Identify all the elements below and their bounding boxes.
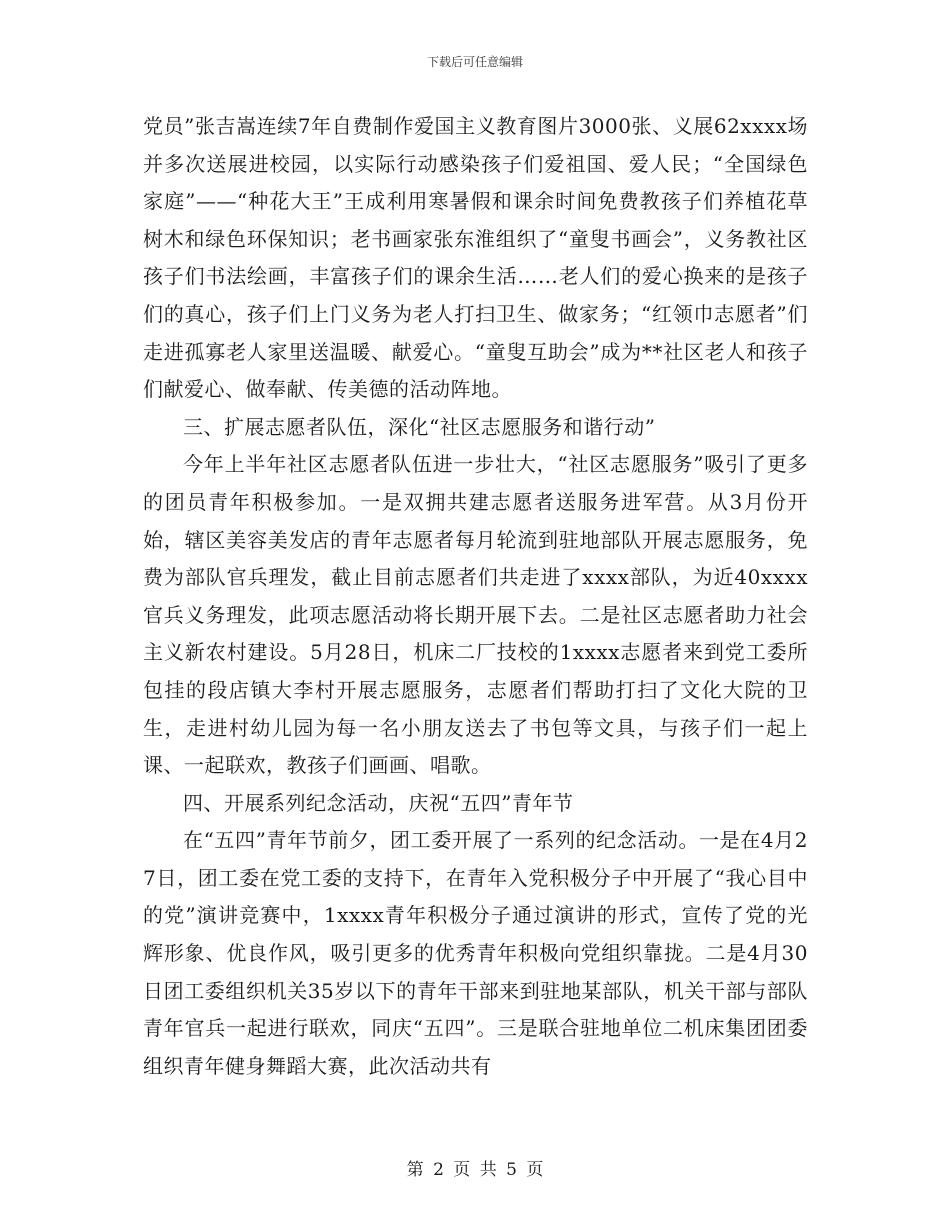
paragraph-1: 党员”张吉嵩连续7年自费制作爱国主义教育图片3000张、义展62xxxx场并多次送展进校园，以实际行动感染孩子们爱祖国、爱人民；“全国绿色家庭”——“种花大王”王成利用寒暑假和课余时间免费教孩子们养植花草树木和绿色环保知识；老书画家张东淮组织了“童叟书画会”，义务教社区孩子们书法绘画，丰富孩子们的课余生活……老人们的爱心换来的是孩子们的真心，孩子们上门义务为老人打扫卫生、做家务；“红领巾志愿者”们走进孤寡老人家里送温暖、献爱心。“童叟互助会”成为**社区老人和孩子们献爱心、做奉献、传美德的活动阵地。	[143, 114, 808, 402]
document-body	[143, 108, 808, 1085]
page-header-note: 下载后可任意编辑	[426, 55, 523, 69]
paragraph-3: 今年上半年社区志愿者队伍进一步壮大，“社区志愿服务”吸引了更多的团员青年积极参加。一是双拥共建志愿者送服务进军营。从3月份开始，辖区美容美发店的青年志愿者每月轮流到驻地部队开展志愿服务，免费为部队官兵理发，截止目前志愿者们共走进了xxxx部队，为近40xxxx官兵义务理发，此项志愿活动将长期开展下去。二是社区志愿者助力社会主义新农村建设。5月28日，机床二厂技校的1xxxx志愿者来到党工委所包挂的段店镇大李村开展志愿服务，志愿者们帮助打扫了文化大院的卫生，走进村幼儿园为每一名小朋友送去了书包等文具，与孩子们一起上课、一起联欢，教孩子们画画、唱歌。	[143, 452, 808, 778]
section-heading-3: 三、扩展志愿者队伍，深化“社区志愿服务和谐行动”	[183, 414, 656, 439]
paragraph-5: 在“五四”青年节前夕，团工委开展了一系列的纪念活动。一是在4月27日，团工委在党工委的支持下，在青年入党积极分子中开展了“我心目中的党”演讲竞赛中，1xxxx青年积极分子通过演讲的形式，宣传了党的光辉形象、优良作风，吸引更多的优秀青年积极向党组织靠拢。二是4月30日团工委组织机关35岁以下的青年干部来到驻地某部队，机关干部与部队青年官兵一起进行联欢，同庆“五四”。三是联合驻地单位二机床集团团委组织青年健身舞蹈大赛，此次活动共有	[143, 828, 808, 1078]
section-heading-4: 四、开展系列纪念活动，庆祝“五四”青年节	[183, 790, 574, 815]
page-number: 第 2 页 共 5 页	[406, 1160, 544, 1180]
